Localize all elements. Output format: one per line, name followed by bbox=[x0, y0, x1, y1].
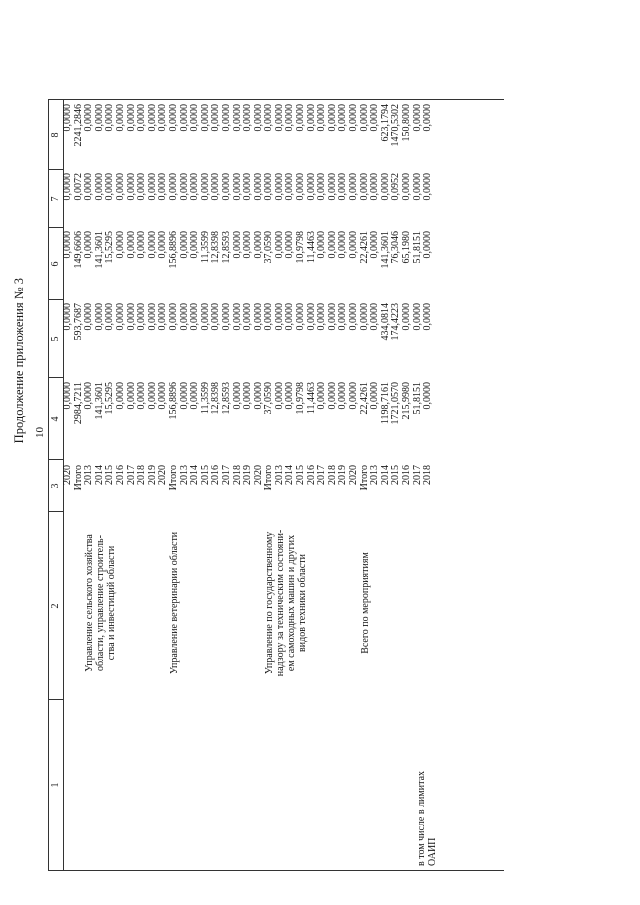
regional-cell: 149,6606 bbox=[72, 231, 84, 269]
federal-cell: 0,0000 bbox=[358, 303, 370, 331]
total-cell: 0,0000 bbox=[252, 382, 264, 410]
federal-cell: 0,0000 bbox=[199, 303, 211, 331]
regional-cell: 0,0000 bbox=[316, 231, 328, 259]
year-cell: 2014 bbox=[379, 465, 391, 485]
local-cell: 0,0000 bbox=[411, 173, 423, 201]
total-cell: 12,8593 bbox=[220, 382, 232, 415]
extrabudgetary-cell: 0,0000 bbox=[369, 104, 381, 132]
year-cell: 2015 bbox=[295, 465, 307, 485]
federal-cell: 0,0000 bbox=[411, 303, 423, 331]
col-header-3: 3 bbox=[50, 483, 61, 489]
regional-cell: 37,0590 bbox=[263, 231, 275, 264]
regional-cell: 141,3601 bbox=[93, 231, 105, 269]
extrabudgetary-cell: 623,1794 bbox=[379, 104, 391, 142]
local-cell: 0,0000 bbox=[273, 173, 285, 201]
local-cell: 0,0000 bbox=[284, 173, 296, 201]
appendix-caption: Продолжение приложения № 3 bbox=[12, 278, 26, 444]
regional-cell: 0,0000 bbox=[157, 231, 169, 259]
federal-cell: 0,0000 bbox=[369, 303, 381, 331]
col-header-5: 5 bbox=[50, 336, 61, 342]
extrabudgetary-cell: 0,0000 bbox=[178, 104, 190, 132]
federal-cell: 0,0000 bbox=[178, 303, 190, 331]
federal-cell: 0,0000 bbox=[220, 303, 232, 331]
local-cell: 0,0000 bbox=[62, 173, 73, 201]
year-cell: 2020 bbox=[252, 465, 264, 485]
regional-cell: 0,0000 bbox=[231, 231, 243, 259]
year-cell: 2018 bbox=[326, 465, 338, 485]
total-cell: 37,0590 bbox=[263, 382, 275, 415]
regional-cell: 0,0000 bbox=[146, 231, 158, 259]
regional-cell: 0,0000 bbox=[136, 231, 148, 259]
regional-cell: 0,0000 bbox=[62, 231, 73, 259]
extrabudgetary-cell: 0,0000 bbox=[316, 104, 328, 132]
year-cell: 2019 bbox=[146, 465, 158, 485]
total-cell: 0,0000 bbox=[83, 382, 95, 410]
regional-cell: 0,0000 bbox=[189, 231, 201, 259]
federal-cell: 174,4223 bbox=[390, 303, 402, 341]
year-cell: 2014 bbox=[93, 465, 105, 485]
total-cell: 0,0000 bbox=[422, 382, 434, 410]
federal-cell: 434,0814 bbox=[379, 303, 391, 341]
federal-cell: 0,0000 bbox=[167, 303, 179, 331]
total-cell: 0,0000 bbox=[242, 382, 254, 410]
federal-cell: 0,0000 bbox=[284, 303, 296, 331]
regional-cell: 0,0000 bbox=[337, 231, 349, 259]
year-cell: Итого bbox=[72, 465, 84, 491]
regional-budget-column bbox=[63, 231, 434, 297]
data-table bbox=[34, 99, 504, 871]
extrabudgetary-cell: 0,0000 bbox=[125, 104, 137, 132]
local-cell: 0,0000 bbox=[199, 173, 211, 201]
regional-cell: 0,0000 bbox=[252, 231, 264, 259]
federal-cell: 0,0000 bbox=[337, 303, 349, 331]
local-cell: 0,0952 bbox=[390, 173, 402, 201]
regional-cell: 76,3046 bbox=[390, 231, 402, 264]
local-budget-column bbox=[63, 173, 434, 223]
year-cell: 2019 bbox=[337, 465, 349, 485]
year-cell: 2014 bbox=[284, 465, 296, 485]
executor-label bbox=[169, 508, 180, 698]
extrabudgetary-cell: 0,0000 bbox=[326, 104, 338, 132]
total-cell: 0,0000 bbox=[146, 382, 158, 410]
extrabudgetary-cell: 0,0000 bbox=[422, 104, 434, 132]
regional-cell: 12,8398 bbox=[210, 231, 222, 264]
total-cell: 11,4463 bbox=[305, 382, 317, 415]
regional-cell: 0,0000 bbox=[83, 231, 95, 259]
federal-cell: 0,0000 bbox=[263, 303, 275, 331]
local-cell: 0,0000 bbox=[263, 173, 275, 201]
federal-cell: 0,0000 bbox=[316, 303, 328, 331]
year-cell: 2016 bbox=[305, 465, 317, 485]
federal-cell: 0,0000 bbox=[114, 303, 126, 331]
regional-cell: 0,0000 bbox=[369, 231, 381, 259]
local-cell: 0,0000 bbox=[326, 173, 338, 201]
total-cell: 0,0000 bbox=[157, 382, 169, 410]
federal-cell: 0,0000 bbox=[146, 303, 158, 331]
total-cell: 0,0000 bbox=[231, 382, 243, 410]
local-cell: 0,0000 bbox=[316, 173, 328, 201]
local-cell: 0,0000 bbox=[348, 173, 360, 201]
regional-cell: 11,4463 bbox=[305, 231, 317, 264]
local-cell: 0,0000 bbox=[358, 173, 370, 201]
year-cell: 2015 bbox=[199, 465, 211, 485]
extrabudgetary-cell: 150,8000 bbox=[401, 104, 412, 142]
federal-cell: 0,0000 bbox=[422, 303, 434, 331]
total-cell: 141,3601 bbox=[93, 382, 105, 420]
year-cell: 2013 bbox=[178, 465, 190, 485]
regional-cell: 0,0000 bbox=[273, 231, 285, 259]
regional-cell: 141,3601 bbox=[379, 231, 391, 269]
local-cell: 0,0000 bbox=[83, 173, 95, 201]
total-cell: 0,0000 bbox=[189, 382, 201, 410]
local-cell: 0,0000 bbox=[337, 173, 349, 201]
local-cell: 0,0000 bbox=[114, 173, 126, 201]
local-cell: 0,0000 bbox=[242, 173, 254, 201]
extrabudgetary-cell: 0,0000 bbox=[348, 104, 360, 132]
executor-label-line: области, управление строитель- bbox=[95, 535, 107, 671]
executor-label bbox=[264, 508, 308, 698]
federal-cell: 0,0000 bbox=[273, 303, 285, 331]
extrabudgetary-cell: 0,0000 bbox=[337, 104, 349, 132]
total-cell: 22,4261 bbox=[358, 382, 370, 415]
rotated-landscape-sheet bbox=[10, 0, 640, 893]
total-cell: 0,0000 bbox=[284, 382, 296, 410]
regional-cell: 65,1980 bbox=[401, 231, 412, 264]
total-cell: 51,8151 bbox=[411, 382, 423, 415]
year-cell: 2015 bbox=[390, 465, 402, 485]
federal-cell: 0,0000 bbox=[305, 303, 317, 331]
col-header-4: 4 bbox=[50, 416, 61, 422]
federal-budget-column bbox=[63, 303, 434, 373]
budget-source-line: ОАИП bbox=[427, 837, 438, 866]
extrabudgetary-cell: 0,0000 bbox=[273, 104, 285, 132]
local-cell: 0,0000 bbox=[167, 173, 179, 201]
regional-cell: 0,0000 bbox=[348, 231, 360, 259]
year-cell: 2017 bbox=[220, 465, 232, 485]
federal-cell: 0,0000 bbox=[136, 303, 148, 331]
local-cell: 0,0000 bbox=[295, 173, 307, 201]
federal-cell: 0,0000 bbox=[401, 303, 412, 331]
total-cell: 0,0000 bbox=[125, 382, 137, 410]
local-cell: 0,0000 bbox=[189, 173, 201, 201]
year-cell: 2020 bbox=[157, 465, 169, 485]
local-cell: 0,0000 bbox=[178, 173, 190, 201]
extrabudgetary-cell: 0,0000 bbox=[157, 104, 169, 132]
total-cell: 0,0000 bbox=[348, 382, 360, 410]
local-cell: 0,0000 bbox=[136, 173, 148, 201]
extrabudgetary-cell: 0,0000 bbox=[189, 104, 201, 132]
extrabudgetary-cell: 0,0000 bbox=[305, 104, 317, 132]
extrabudgetary-cell: 0,0000 bbox=[252, 104, 264, 132]
total-cell: 15,5295 bbox=[104, 382, 116, 415]
extrabudgetary-cell: 0,0000 bbox=[199, 104, 211, 132]
executor-label-line: Управление ветеринарии области bbox=[169, 531, 180, 675]
regional-cell: 0,0000 bbox=[178, 231, 190, 259]
year-cell: 2017 bbox=[316, 465, 328, 485]
total-cell: 0,0000 bbox=[316, 382, 328, 410]
extrabudgetary-cell: 0,0000 bbox=[295, 104, 307, 132]
executor-label-line: видов техники области bbox=[297, 554, 309, 652]
regional-cell: 22,4261 bbox=[358, 231, 370, 264]
extrabudgetary-cell: 0,0000 bbox=[146, 104, 158, 132]
executor-column bbox=[63, 529, 503, 698]
total-cell: 215,9980 bbox=[401, 382, 412, 420]
year-cell: 2014 bbox=[189, 465, 201, 485]
total-amount-column bbox=[63, 382, 434, 460]
executor-label-line: Управление по государственному bbox=[264, 531, 276, 675]
year-cell: Итого bbox=[358, 465, 370, 491]
year-cell: 2013 bbox=[273, 465, 285, 485]
executor-label-line: надзору за техническим состояни- bbox=[275, 529, 287, 677]
regional-cell: 0,0000 bbox=[284, 231, 296, 259]
executor-label-line: Всего по мероприятиям bbox=[359, 552, 371, 654]
federal-cell: 593,7687 bbox=[72, 303, 84, 341]
federal-cell: 0,0000 bbox=[62, 303, 73, 331]
year-cell: 2018 bbox=[136, 465, 148, 485]
col-header-7: 7 bbox=[50, 196, 61, 202]
federal-cell: 0,0000 bbox=[210, 303, 222, 331]
local-cell: 0,0000 bbox=[157, 173, 169, 201]
column-number-header bbox=[48, 100, 64, 870]
local-cell: 0,0000 bbox=[231, 173, 243, 201]
federal-cell: 0,0000 bbox=[242, 303, 254, 331]
executor-label-line: ем самоходных машин и других bbox=[286, 534, 298, 672]
year-cell: 2020 bbox=[348, 465, 360, 485]
section-number: 10 bbox=[34, 427, 46, 438]
regional-cell: 0,0000 bbox=[422, 231, 434, 259]
year-cell: 2016 bbox=[401, 465, 412, 485]
year-cell: 2015 bbox=[104, 465, 116, 485]
extrabudgetary-cell: 0,0000 bbox=[263, 104, 275, 132]
extrabudgetary-cell: 0,0000 bbox=[210, 104, 222, 132]
year-cell: 2016 bbox=[114, 465, 126, 485]
total-cell: 0,0000 bbox=[178, 382, 190, 410]
extrabudgetary-cell: 0,0000 bbox=[136, 104, 148, 132]
total-cell: 0,0000 bbox=[114, 382, 126, 410]
year-cell: 2016 bbox=[210, 465, 222, 485]
regional-cell: 156,8896 bbox=[167, 231, 179, 269]
executor-label-line: Управление сельского хозяйства bbox=[84, 534, 96, 672]
budget-source-column bbox=[416, 736, 640, 866]
extrabudgetary-cell: 0,0000 bbox=[231, 104, 243, 132]
total-cell: 0,0000 bbox=[337, 382, 349, 410]
col-header-8: 8 bbox=[50, 132, 61, 138]
total-cell: 0,0000 bbox=[369, 382, 381, 410]
budget-source-line: в том числе в лимитах bbox=[416, 770, 427, 866]
year-cell: 2018 bbox=[231, 465, 243, 485]
extrabudgetary-cell: 2241,2846 bbox=[72, 104, 84, 147]
extrabudgetary-cell: 0,0000 bbox=[358, 104, 370, 132]
total-cell: 0,0000 bbox=[62, 382, 73, 410]
year-cell: 2019 bbox=[242, 465, 254, 485]
year-cell: Итого bbox=[167, 465, 179, 491]
local-cell: 0,0000 bbox=[93, 173, 105, 201]
federal-cell: 0,0000 bbox=[295, 303, 307, 331]
total-cell: 12,8398 bbox=[210, 382, 222, 415]
extrabudgetary-cell: 0,0000 bbox=[114, 104, 126, 132]
regional-cell: 0,0000 bbox=[242, 231, 254, 259]
federal-cell: 0,0000 bbox=[231, 303, 243, 331]
local-cell: 0,0000 bbox=[220, 173, 232, 201]
executor-label-line: ства и инвестиций области bbox=[106, 545, 118, 661]
local-cell: 0,0000 bbox=[379, 173, 391, 201]
extrabudgetary-cell: 0,0000 bbox=[242, 104, 254, 132]
local-cell: 0,0000 bbox=[146, 173, 158, 201]
extrabudgetary-cell: 1470,5302 bbox=[390, 104, 402, 147]
total-cell: 0,0000 bbox=[136, 382, 148, 410]
executor-label bbox=[360, 508, 371, 698]
extrabudgetary-cell: 0,0000 bbox=[411, 104, 423, 132]
executor-label bbox=[84, 508, 117, 698]
federal-cell: 0,0000 bbox=[157, 303, 169, 331]
year-cell: 2018 bbox=[422, 465, 434, 485]
local-cell: 0,0000 bbox=[252, 173, 264, 201]
total-cell: 11,3599 bbox=[199, 382, 211, 415]
year-cell: 2020 bbox=[62, 465, 73, 485]
local-cell: 0,0000 bbox=[369, 173, 381, 201]
year-cell: 2013 bbox=[83, 465, 95, 485]
local-cell: 0,0000 bbox=[401, 173, 412, 201]
total-cell: 1198,7161 bbox=[379, 382, 391, 425]
federal-cell: 0,0000 bbox=[326, 303, 338, 331]
total-cell: 10,9798 bbox=[295, 382, 307, 415]
federal-cell: 0,0000 bbox=[189, 303, 201, 331]
col-header-2: 2 bbox=[50, 603, 61, 609]
federal-cell: 0,0000 bbox=[348, 303, 360, 331]
local-cell: 0,0000 bbox=[104, 173, 116, 201]
extrabudgetary-cell: 0,0000 bbox=[167, 104, 179, 132]
col-header-1: 1 bbox=[50, 782, 61, 788]
total-cell: 2984,7211 bbox=[72, 382, 84, 425]
total-cell: 0,0000 bbox=[326, 382, 338, 410]
federal-cell: 0,0000 bbox=[125, 303, 137, 331]
year-cell: 2017 bbox=[125, 465, 137, 485]
local-cell: 0,0072 bbox=[72, 173, 84, 201]
local-cell: 0,0000 bbox=[210, 173, 222, 201]
col-header-6: 6 bbox=[50, 261, 61, 267]
regional-cell: 11,3599 bbox=[199, 231, 211, 264]
extrabudgetary-column bbox=[63, 104, 434, 166]
federal-cell: 0,0000 bbox=[104, 303, 116, 331]
regional-cell: 12,8593 bbox=[220, 231, 232, 264]
regional-cell: 0,0000 bbox=[125, 231, 137, 259]
year-cell: Итого bbox=[263, 465, 275, 491]
extrabudgetary-cell: 0,0000 bbox=[220, 104, 232, 132]
regional-cell: 0,0000 bbox=[114, 231, 126, 259]
extrabudgetary-cell: 0,0000 bbox=[62, 104, 73, 132]
regional-cell: 15,5295 bbox=[104, 231, 116, 264]
total-cell: 0,0000 bbox=[273, 382, 285, 410]
extrabudgetary-cell: 0,0000 bbox=[83, 104, 95, 132]
federal-cell: 0,0000 bbox=[83, 303, 95, 331]
table-body bbox=[63, 100, 503, 870]
local-cell: 0,0000 bbox=[125, 173, 137, 201]
local-cell: 0,0000 bbox=[305, 173, 317, 201]
local-cell: 0,0000 bbox=[422, 173, 434, 201]
extrabudgetary-cell: 0,0000 bbox=[284, 104, 296, 132]
federal-cell: 0,0000 bbox=[252, 303, 264, 331]
extrabudgetary-cell: 0,0000 bbox=[104, 104, 116, 132]
federal-cell: 0,0000 bbox=[93, 303, 105, 331]
regional-cell: 0,0000 bbox=[326, 231, 338, 259]
year-column bbox=[63, 465, 434, 510]
regional-cell: 51,8151 bbox=[411, 231, 423, 264]
extrabudgetary-cell: 0,0000 bbox=[93, 104, 105, 132]
year-cell: 2017 bbox=[411, 465, 423, 485]
year-cell: 2013 bbox=[369, 465, 381, 485]
total-cell: 1721,0570 bbox=[390, 382, 402, 425]
total-cell: 156,8896 bbox=[167, 382, 179, 420]
regional-cell: 10,9798 bbox=[295, 231, 307, 264]
